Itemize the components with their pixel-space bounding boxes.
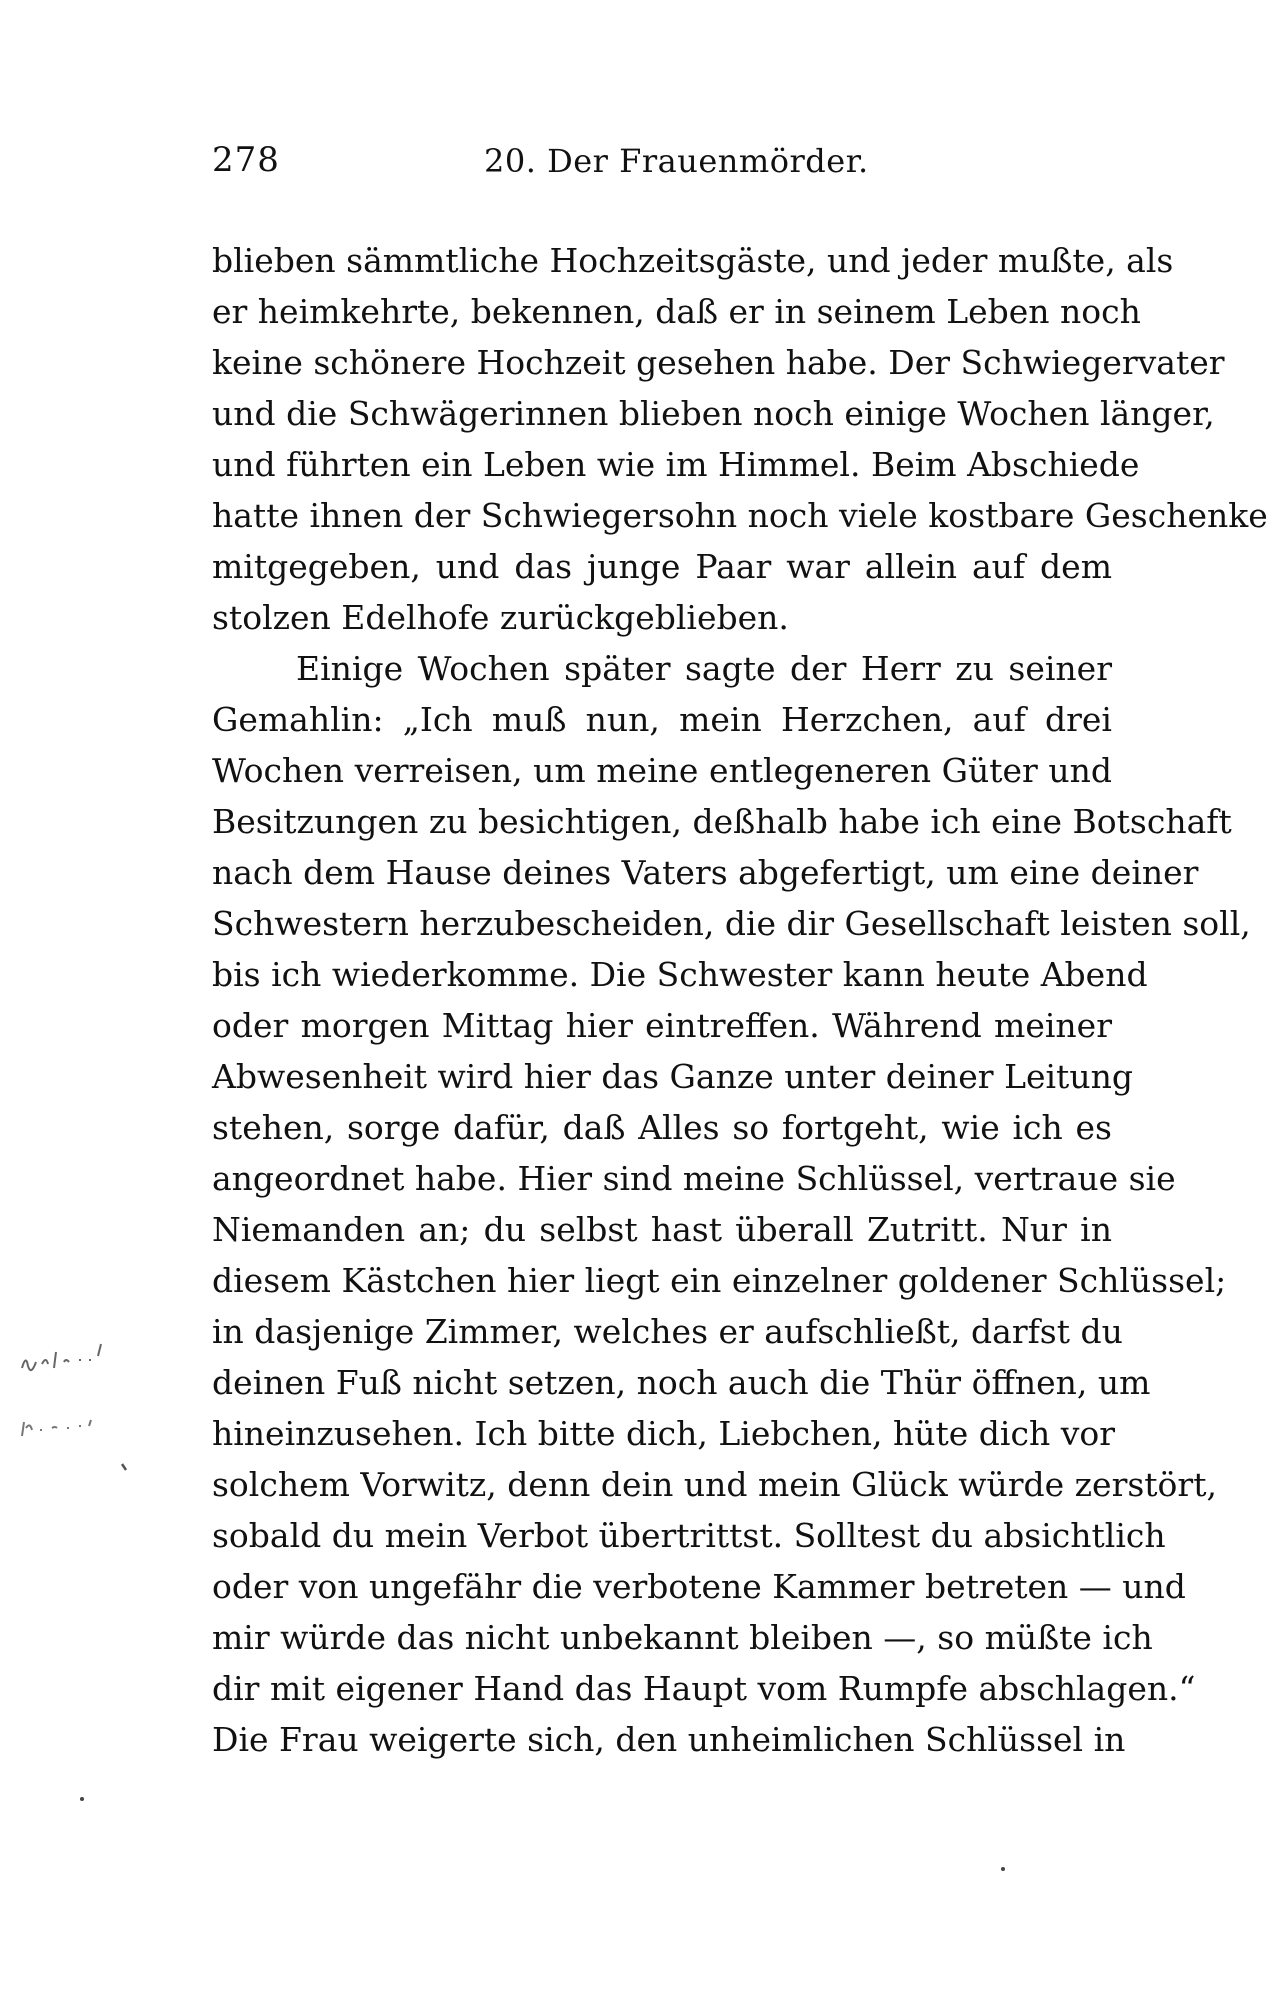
- text-line: stolzen Edelhofe zurückgeblieben.: [212, 598, 789, 637]
- text-line: bis ich wiederkomme. Die Schwester kann heute Abend: [212, 955, 1148, 994]
- text-line: diesem Kästchen hier liegt ein einzelner goldener Schlüssel;: [212, 1261, 1227, 1300]
- text-line: oder morgen Mittag hier eintreffen. Während meiner: [212, 1006, 1112, 1045]
- text-line: Besitzungen zu besichtigen, deßhalb habe ich eine Botschaft: [212, 802, 1232, 841]
- text-line: angeordnet habe. Hier sind meine Schlüssel, vertraue sie: [212, 1159, 1176, 1198]
- paper-speck: [80, 1797, 84, 1801]
- text-line: Die Frau weigerte sich, den unheimlichen Schlüssel in: [212, 1720, 1126, 1759]
- text-line: mir würde das nicht unbekannt bleiben —, so müßte ich: [212, 1618, 1153, 1657]
- text-line: Einige Wochen später sagte der Herr zu seiner: [296, 649, 1112, 688]
- text-line: Wochen verreisen, um meine entlegeneren Güter und: [212, 751, 1112, 790]
- text-line: blieben sämmtliche Hochzeitsgäste, und jeder mußte, als: [212, 241, 1174, 280]
- text-line: oder von ungefähr die verbotene Kammer betreten — und: [212, 1567, 1186, 1606]
- text-line: und die Schwägerinnen blieben noch einige Wochen länger,: [212, 394, 1215, 433]
- text-line: Gemahlin: „Ich muß nun, mein Herzchen, auf drei: [212, 700, 1112, 739]
- text-line: deinen Fuß nicht setzen, noch auch die Thür öffnen, um: [212, 1363, 1151, 1402]
- page-header: [212, 140, 1112, 190]
- text-line: nach dem Hause deines Vaters abgefertigt, um eine deiner: [212, 853, 1199, 892]
- margin-pencil-marks: [14, 1340, 164, 1480]
- text-line: und führten ein Leben wie im Himmel. Beim Abschiede: [212, 445, 1140, 484]
- text-line: Niemanden an; du selbst hast überall Zutritt. Nur in: [212, 1210, 1112, 1249]
- paper-speck: [1001, 1867, 1005, 1871]
- text-line: dir mit eigener Hand das Haupt vom Rumpfe abschlagen.“: [212, 1669, 1196, 1708]
- text-line: Schwestern herzubescheiden, die dir Gesellschaft leisten soll,: [212, 904, 1251, 943]
- text-line: er heimkehrte, bekennen, daß er in seinem Leben noch: [212, 292, 1141, 331]
- text-line: hineinzusehen. Ich bitte dich, Liebchen, hüte dich vor: [212, 1414, 1115, 1453]
- text-line: solchem Vorwitz, denn dein und mein Glück würde zerstört,: [212, 1465, 1217, 1504]
- text-line: keine schönere Hochzeit gesehen habe. Der Schwiegervater: [212, 343, 1225, 382]
- body-text: [212, 235, 1268, 1765]
- text-line: hatte ihnen der Schwiegersohn noch viele kostbare Geschenke: [212, 496, 1268, 535]
- text-line: in dasjenige Zimmer, welches er aufschließt, darfst du: [212, 1312, 1123, 1351]
- page-number: 278: [212, 140, 280, 180]
- text-line: sobald du mein Verbot übertrittst. Solltest du absichtlich: [212, 1516, 1166, 1555]
- text-line: Abwesenheit wird hier das Ganze unter deiner Leitung: [212, 1057, 1133, 1096]
- running-head: 20. Der Frauenmörder.: [484, 142, 869, 180]
- text-line: mitgegeben, und das junge Paar war allein auf dem: [212, 547, 1112, 586]
- text-line: stehen, sorge dafür, daß Alles so fortgeht, wie ich es: [212, 1108, 1112, 1147]
